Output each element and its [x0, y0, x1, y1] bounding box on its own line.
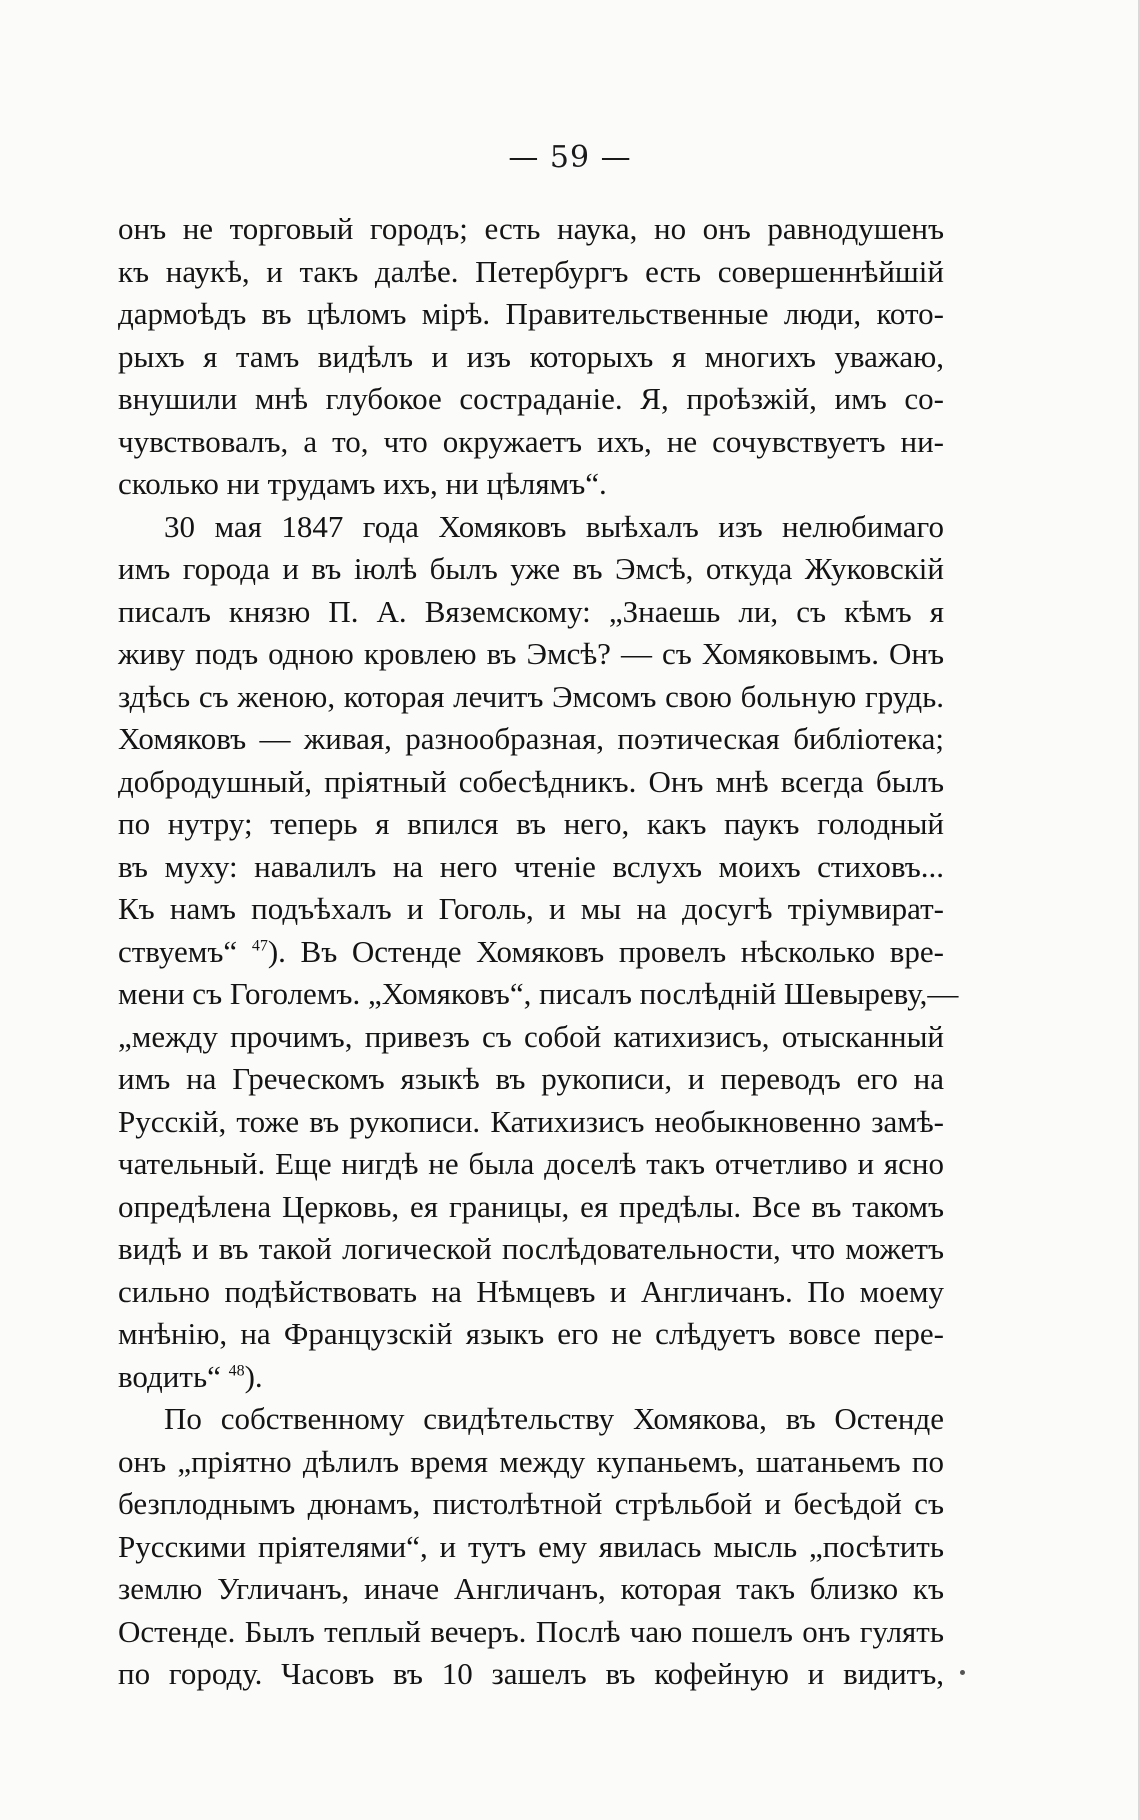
text-line: по нутру; теперь я впился въ него, какъ паукъ голодный — [118, 806, 944, 841]
page-text — [118, 208, 959, 1696]
text-fragment: ). Въ Остенде Хомяковъ провелъ нѣсколько вре- — [267, 933, 945, 969]
footnote-marker: 48 — [228, 1362, 245, 1380]
text-line: внушили мнѣ глубокое состраданіе. Я, проѣзжій, имъ со- — [118, 381, 944, 416]
text-line: землю Угличанъ, иначе Англичанъ, которая такъ близко къ — [118, 1571, 944, 1606]
text-line: онъ „пріятно дѣлилъ время между купаньемъ, шатаньемъ по — [118, 1443, 944, 1479]
text-line: писалъ князю П. А. Вяземскому: „Знаешь ли, съ кѣмъ я — [118, 593, 944, 629]
text-line: видѣ и въ такой логической послѣдовательности, что можетъ — [118, 1231, 944, 1266]
text-line: чательный. Еще нигдѣ не была доселѣ такъ отчетливо и ясно — [118, 1146, 944, 1181]
text-line: онъ не торговый городъ; есть наука, но онъ равнодушенъ — [118, 211, 944, 246]
footnote-marker: 47 — [251, 937, 268, 955]
text-line-with-footnote — [118, 931, 944, 974]
text-line: 30 мая 1847 года Хомяковъ выѣхалъ изъ нелюбимаго — [164, 508, 944, 544]
text-line: Остенде. Былъ теплый вечеръ. Послѣ чаю пошелъ онъ гулять — [118, 1613, 944, 1649]
text-fragment: ). — [244, 1358, 263, 1394]
text-line: Русскій, тоже въ рукописи. Катихизисъ необыкновенно замѣ- — [118, 1103, 944, 1139]
text-line: имъ на Греческомъ языкѣ въ рукописи, и переводъ его на — [118, 1061, 944, 1096]
text-line: здѣсь съ женою, которая лечитъ Эмсомъ свою больную грудь. — [118, 678, 944, 714]
text-line: „между прочимъ, привезъ съ собой катихизисъ, отысканный — [118, 1018, 944, 1054]
text-line: мнѣнію, на Французскій языкъ его не слѣдуетъ вовсе пере- — [118, 1316, 944, 1351]
text-line: дармоѣдъ въ цѣломъ мірѣ. Правительственные люди, кото- — [118, 296, 944, 331]
text-line: мени съ Гоголемъ. „Хомяковъ“, писалъ послѣдній Шевыреву,— — [118, 976, 959, 1011]
text-line: рыхъ я тамъ видѣлъ и изъ которыхъ я многихъ уважаю, — [118, 338, 944, 374]
text-line: по городу. Часовъ въ 10 зашелъ въ кофейную и видитъ, — [118, 1656, 944, 1691]
text-line: имъ города и въ іюлѣ былъ уже въ Эмсѣ, откуда Жуковскій — [118, 551, 944, 586]
page-number: — 59 — — [508, 140, 632, 175]
text-line: чувствовалъ, а то, что окружаетъ ихъ, не сочувствуетъ ни- — [118, 423, 944, 459]
text-line: къ наукѣ, и такъ далѣе. Петербургъ есть совершеннѣйшій — [118, 253, 944, 289]
text-line: Русскими пріятелями“, и тутъ ему явилась мысль „посѣтить — [118, 1528, 944, 1564]
text-line: Къ намъ подъѣхалъ и Гоголь, и мы на досугѣ тріумвират- — [118, 891, 944, 926]
text-line: въ муху: навалилъ на него чтеніе вслухъ моихъ стиховъ... — [118, 848, 944, 884]
text-fragment: водить“ — [118, 1358, 221, 1394]
text-line: сильно подѣйствовать на Нѣмцевъ и Англичанъ. По моему — [118, 1273, 944, 1309]
text-fragment: ствуемъ“ — [118, 933, 238, 969]
text-line: сколько ни трудамъ ихъ, ни цѣлямъ“. — [118, 466, 607, 501]
text-line: опредѣлена Церковь, ея границы, ея предѣлы. Все въ такомъ — [118, 1188, 944, 1224]
text-line: живу подъ одною кровлею въ Эмсѣ? — съ Хомяковымъ. Онъ — [118, 636, 944, 671]
page-speck — [960, 1670, 965, 1675]
text-line: добродушный, пріятный собесѣдникъ. Онъ мнѣ всегда былъ — [118, 763, 944, 799]
text-line: безплоднымъ дюнамъ, пистолѣтной стрѣльбой и бесѣдой съ — [118, 1486, 944, 1521]
text-line: По собственному свидѣтельству Хомякова, въ Остенде — [164, 1401, 944, 1436]
text-line-with-footnote — [118, 1356, 944, 1399]
text-line: Хомяковъ — живая, разнообразная, поэтическая библіотека; — [118, 721, 944, 756]
